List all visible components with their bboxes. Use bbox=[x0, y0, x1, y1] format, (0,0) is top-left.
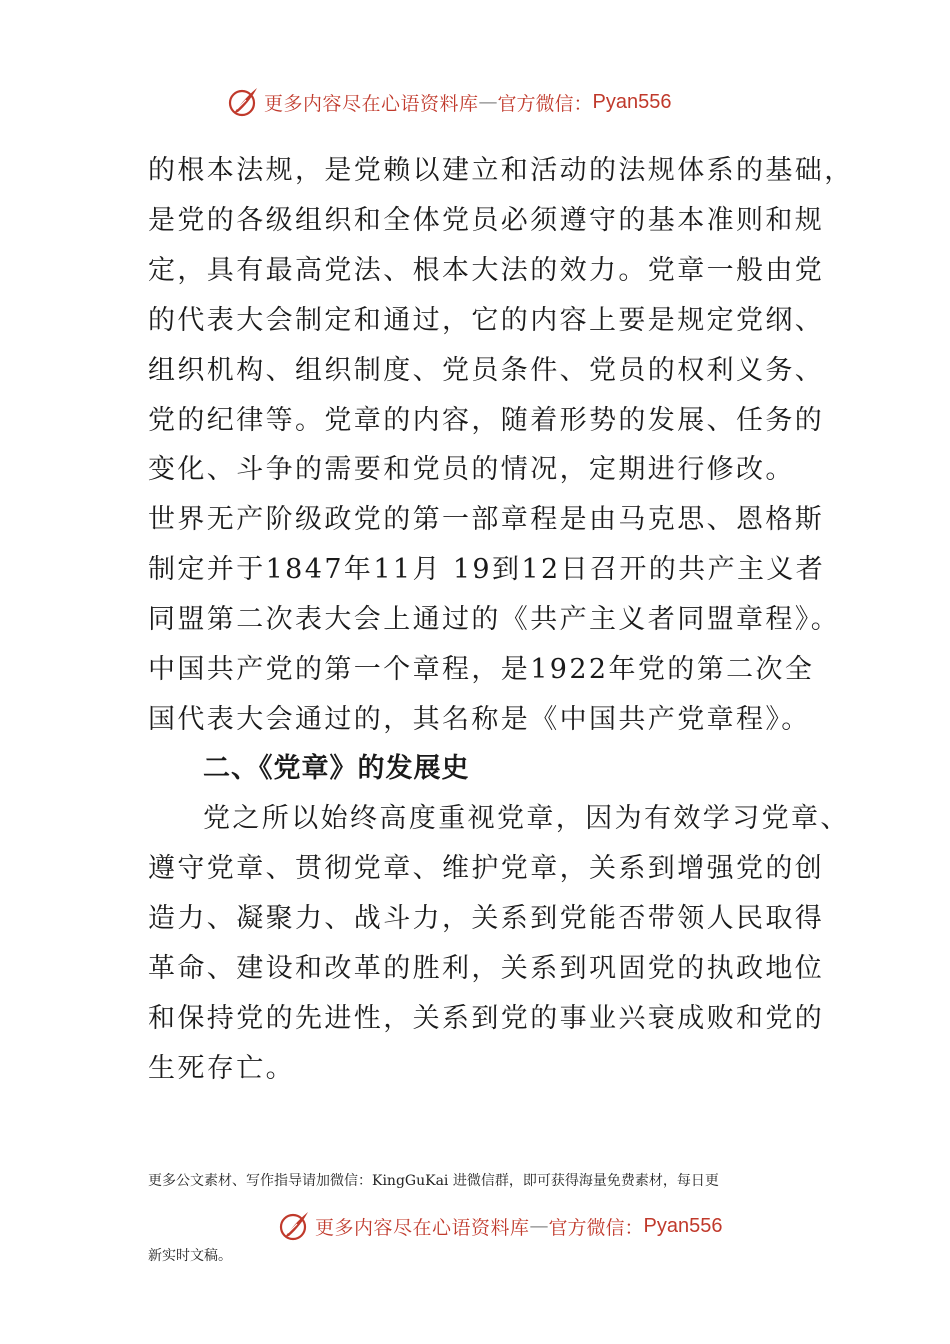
body-line: 和保持党的先进性，关系到党的事业兴衰成败和党的 bbox=[148, 1003, 825, 1034]
watermark-separator: — bbox=[529, 1215, 549, 1237]
watermark-wechat-id: Pyan556 bbox=[643, 1214, 723, 1237]
body-line: 变化、斗争的需要和党员的情况，定期进行修改。 bbox=[148, 454, 795, 485]
quill-pen-logo-icon bbox=[226, 85, 260, 119]
footer-note-line2: 新实时文稿。 bbox=[148, 1248, 232, 1264]
body-line: 世界无产阶级政党的第一部章程是由马克思、恩格斯 bbox=[148, 504, 825, 535]
body-line: 国代表大会通过的，其名称是《中国共产党章程》。 bbox=[148, 704, 811, 735]
body-line: 党的纪律等。党章的内容，随着形势的发展、任务的 bbox=[148, 405, 825, 436]
body-line: 中国共产党的第一个章程，是1922年党的第二次全 bbox=[148, 654, 815, 685]
watermark-banner-bottom bbox=[277, 1206, 723, 1246]
watermark-text: 更多内容尽在心语资料库 bbox=[264, 92, 479, 115]
section-heading: 二、《党章》的发展史 bbox=[203, 753, 470, 784]
watermark-wechat-id: Pyan556 bbox=[592, 90, 672, 113]
body-line: 定，具有最高党法、根本大法的效力。党章一般由党 bbox=[148, 255, 825, 286]
body-line: 是党的各级组织和全体党员必须遵守的基本准则和规 bbox=[148, 205, 825, 236]
body-line: 党之所以始终高度重视党章，因为有效学习党章、 bbox=[203, 803, 850, 834]
watermark-wechat-label: 官方微信： bbox=[497, 92, 593, 115]
body-line: 造力、凝聚力、战斗力，关系到党能否带领人民取得 bbox=[148, 903, 825, 934]
body-line: 革命、建设和改革的胜利，关系到巩固党的执政地位 bbox=[148, 953, 825, 984]
watermark-banner-top bbox=[226, 82, 672, 122]
watermark-wechat-label: 官方微信： bbox=[548, 1216, 644, 1239]
body-line: 制定并于1847年11月 19到12日召开的共产主义者 bbox=[148, 554, 826, 585]
watermark-separator: — bbox=[478, 91, 498, 113]
body-line: 的根本法规，是党赖以建立和活动的法规体系的基础， bbox=[148, 155, 854, 186]
quill-pen-logo-icon bbox=[277, 1209, 311, 1243]
body-line: 遵守党章、贯彻党章、维护党章，关系到增强党的创 bbox=[148, 853, 825, 884]
watermark-text: 更多内容尽在心语资料库 bbox=[315, 1216, 530, 1239]
footer-note-line1: 更多公文素材、写作指导请加微信：KingGuKai 进微信群，即可获得海量免费素材，每日更 bbox=[148, 1173, 719, 1189]
body-line: 生死存亡。 bbox=[148, 1053, 295, 1084]
body-line: 同盟第二次表大会上通过的《共产主义者同盟章程》。 bbox=[148, 604, 841, 635]
body-line: 组织机构、组织制度、党员条件、党员的权利义务、 bbox=[148, 355, 825, 386]
body-line: 的代表大会制定和通过，它的内容上要是规定党纲、 bbox=[148, 305, 825, 336]
